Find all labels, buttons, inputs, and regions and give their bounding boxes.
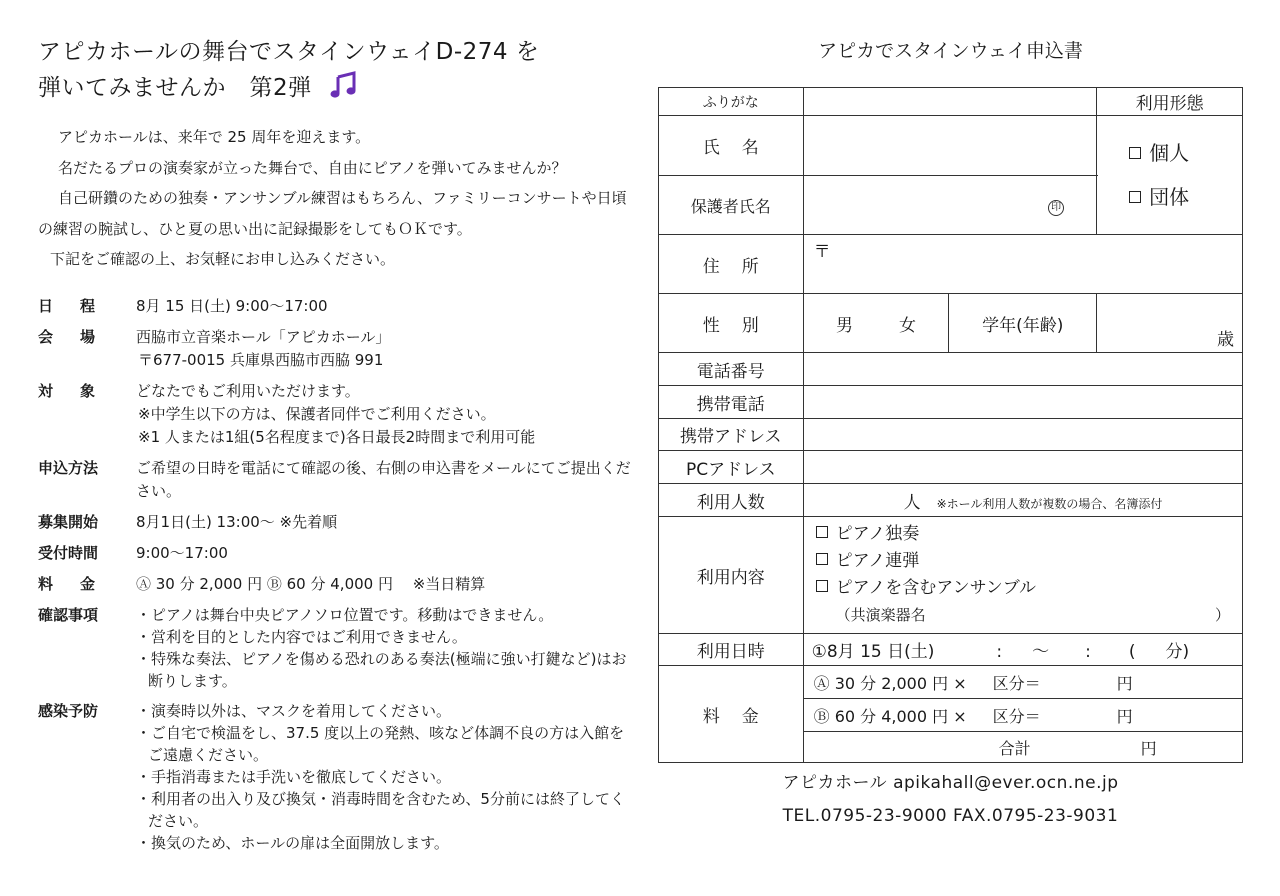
content-options bbox=[803, 517, 1242, 634]
content-duet-option[interactable]: ピアノ連弾 bbox=[816, 548, 1230, 575]
address-label: 住所 bbox=[659, 235, 804, 294]
checkbox-icon[interactable] bbox=[1129, 191, 1141, 203]
fee-label: 料金 bbox=[659, 666, 804, 763]
furigana-label: ふりがな bbox=[659, 88, 804, 116]
content-label: 利用内容 bbox=[659, 517, 804, 634]
announcement bbox=[38, 34, 638, 854]
mobile-email-label: 携帯アドレス bbox=[659, 419, 804, 451]
gender-options[interactable]: 男 女 bbox=[803, 294, 949, 353]
intro-line: 下記をご確認の上、お気軽にお申し込みください。 bbox=[50, 250, 396, 268]
event-details bbox=[38, 295, 638, 854]
content-solo-option[interactable]: ピアノ独奏 bbox=[816, 521, 1230, 548]
furigana-field[interactable] bbox=[803, 88, 1097, 116]
usage-group-option[interactable]: 団体 bbox=[1129, 175, 1242, 219]
datetime-label: 利用日時 bbox=[659, 634, 804, 666]
fee-b-row[interactable]: Ⓑ 60 分 4,000 円 × 区分＝ 円 bbox=[803, 699, 1242, 732]
detail-target: 対象 どなたでもご利用いただけます。 ※中学生以下の方は、保護者同伴でご利用ください。 ※1 人または1組(5名程度まで)各日最長2時間まで利用可能 bbox=[38, 381, 536, 446]
fee-total-row[interactable]: 合計 円 bbox=[803, 732, 1242, 763]
form-title: アピカでスタインウェイ申込書 bbox=[818, 40, 1083, 62]
detail-start: 募集開始 8月1日(土) 13:00～ ※先着順 bbox=[38, 512, 338, 531]
people-field[interactable]: 人 ※ホール利用人数が複数の場合、名簿添付 bbox=[803, 484, 1242, 517]
checkbox-icon[interactable] bbox=[1129, 147, 1141, 159]
intro-text bbox=[38, 122, 638, 275]
checkbox-icon[interactable] bbox=[816, 580, 828, 592]
music-note-icon bbox=[330, 71, 358, 99]
footer-tel-fax: TEL.0795-23-9000 FAX.0795-23-9031 bbox=[782, 806, 1119, 826]
gender-label: 性別 bbox=[659, 294, 804, 353]
mobile-email-field[interactable] bbox=[803, 419, 1242, 451]
title-line-2: 弾いてみませんか 第2弾 bbox=[38, 75, 312, 101]
phone-field[interactable] bbox=[803, 353, 1242, 386]
postal-mark: 〒 bbox=[813, 242, 831, 262]
people-note: ※ホール利用人数が複数の場合、名簿添付 bbox=[936, 496, 1163, 511]
usage-type-options bbox=[1097, 116, 1243, 235]
title-line-1: アピカホールの舞台でスタインウェイD-274 を bbox=[38, 39, 540, 65]
seal-mark: 印 bbox=[1048, 200, 1064, 216]
detail-fee: 料金 Ⓐ 30 分 2,000 円 Ⓑ 60 分 4,000 円 ※当日精算 bbox=[38, 574, 486, 593]
footer-contact: アピカホール apikahall@ever.ocn.ne.jp bbox=[782, 773, 1119, 793]
phone-label: 電話番号 bbox=[659, 353, 804, 386]
people-label: 利用人数 bbox=[659, 484, 804, 517]
pc-email-field[interactable] bbox=[803, 451, 1242, 484]
detail-confirm: 確認事項 ・ピアノは舞台中央ピアノソロ位置です。移動はできません。 ・営利を目的とした内容ではご利用できません。 ・特殊な奏法、ピアノを傷める恐れのある奏法(極端に強い打鍵など)はお断りします。 bbox=[38, 605, 627, 690]
name-label: 氏名 bbox=[659, 116, 804, 176]
content-ensemble-option[interactable]: ピアノを含むアンサンブル bbox=[816, 575, 1230, 602]
detail-venue: 会場 西脇市立音楽ホール「アピカホール」 〒677-0015 兵庫県西脇市西脇 991 bbox=[38, 327, 391, 369]
checkbox-icon[interactable] bbox=[816, 553, 828, 565]
detail-apply: 申込方法 ご希望の日時を電話にて確認の後、右側の申込書をメールにてご提出ください。 bbox=[38, 458, 631, 500]
usage-individual-option[interactable]: 個人 bbox=[1129, 131, 1242, 175]
fee-a-row[interactable]: Ⓐ 30 分 2,000 円 × 区分＝ 円 bbox=[803, 666, 1242, 699]
guardian-label: 保護者氏名 bbox=[659, 176, 804, 235]
grade-label: 学年(年齢) bbox=[949, 294, 1097, 353]
pc-email-label: PCアドレス bbox=[659, 451, 804, 484]
detail-date: 日程 8月 15 日(土) 9:00～17:00 bbox=[38, 296, 328, 315]
guardian-field[interactable] bbox=[803, 176, 1097, 235]
datetime-field[interactable]: ①8月 15 日(土) : ～ : ( 分) bbox=[803, 634, 1242, 666]
intro-line: 自己研鑽のための独奏・アンサンブル練習はもちろん、ファミリーコンサートや日頃の練習の腕試し、ひと夏の思い出に記録撮影をしてもＯＫです。 bbox=[38, 189, 627, 238]
intro-line: アピカホールは、来年で 25 周年を迎えます。 bbox=[58, 128, 371, 146]
usage-type-label: 利用形態 bbox=[1097, 88, 1243, 116]
mobile-label: 携帯電話 bbox=[659, 386, 804, 419]
address-field[interactable] bbox=[803, 235, 1242, 294]
intro-line: 名だたるプロの演奏家が立った舞台で、自由にピアノを弾いてみませんか？ bbox=[58, 158, 567, 177]
age-field[interactable] bbox=[1097, 294, 1243, 353]
checkbox-icon[interactable] bbox=[816, 526, 828, 538]
age-unit: 歳 bbox=[1217, 330, 1234, 350]
mobile-field[interactable] bbox=[803, 386, 1242, 419]
co-instrument-field[interactable]: （共演楽器名 ） bbox=[835, 606, 1230, 624]
announcement-title bbox=[38, 34, 638, 106]
detail-infection: 感染予防 ・演奏時以外は、マスクを着用してください。 ・ご自宅で検温をし、37.5 度以上の発熱、咳など体調不良の方は入館をご遠慮ください。 ・手指消毒または手洗いを徹底してください。 ・利用者の出入り及び換気・消毒時間を含むため、5分前には終了してください。 ・換気のため、ホールの扉は全面開放します。 bbox=[38, 701, 625, 852]
application-form bbox=[658, 87, 1243, 763]
name-field[interactable] bbox=[803, 116, 1097, 176]
detail-hours: 受付時間 9:00～17:00 bbox=[38, 543, 228, 562]
